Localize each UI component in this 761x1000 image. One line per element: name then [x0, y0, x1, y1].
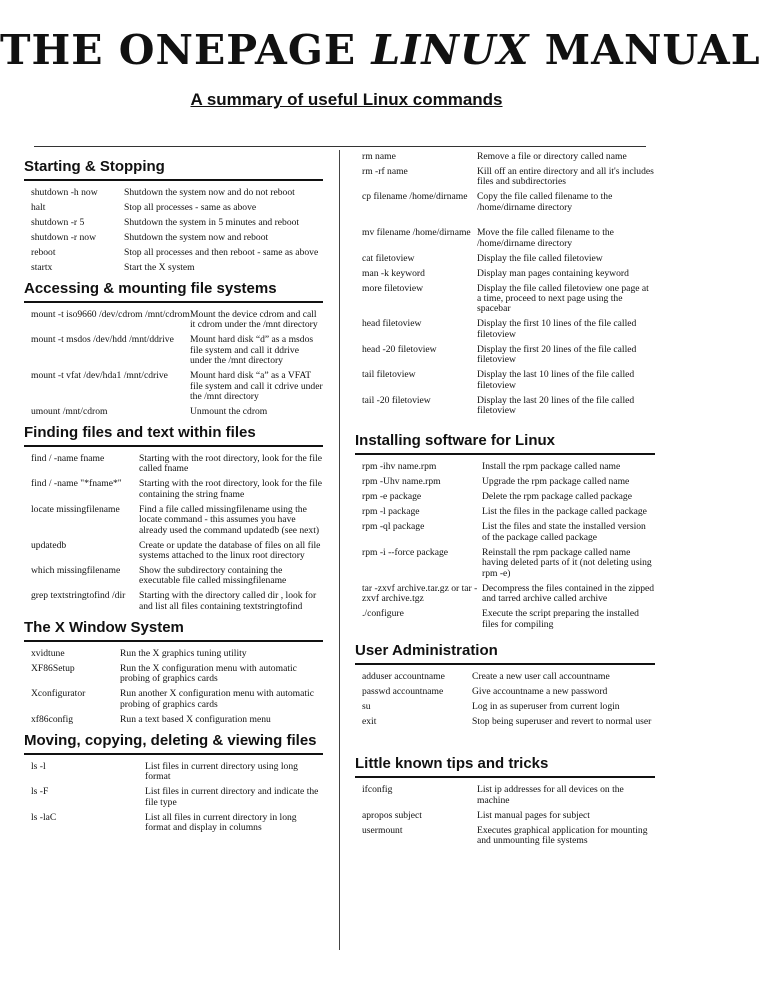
command-row — [24, 664, 323, 685]
command-row — [24, 762, 323, 783]
right-column — [355, 151, 655, 851]
command-description: Stop all processes - same as above — [124, 202, 257, 213]
title-pre: THE ONEPAGE — [0, 26, 357, 74]
command-text: exit — [362, 715, 377, 727]
command-row — [355, 492, 655, 502]
command-row — [355, 477, 655, 487]
command-description: List ip addresses for all devices on the machine — [477, 784, 624, 806]
command-description: Shutdown the system in 5 minutes and reboot — [124, 217, 300, 228]
command-description: Install the rpm package called name — [482, 461, 621, 473]
command-text: su — [362, 700, 371, 712]
command-row — [24, 566, 323, 587]
command-description: Shutdown the system now and do not reboot — [124, 187, 295, 198]
command-row — [355, 826, 655, 847]
command-text: rm -rf name — [362, 166, 408, 177]
command-row — [355, 152, 655, 162]
command-description: Starting with the root directory, look for the file containing the string fname — [139, 478, 322, 500]
section-title: Installing software for Linux — [355, 430, 655, 455]
command-description: List files in current directory and indicate the file type — [145, 786, 319, 808]
command-row — [24, 715, 323, 725]
command-row — [355, 702, 655, 712]
command-text: XF86Setup — [31, 662, 75, 674]
command-text: rpm -l package — [362, 506, 420, 518]
command-row — [24, 649, 323, 659]
command-row — [355, 269, 655, 279]
section — [24, 617, 323, 725]
command-row — [355, 522, 655, 543]
command-row — [24, 505, 323, 536]
command-row — [24, 335, 323, 366]
section — [24, 278, 323, 417]
command-text: adduser accountname — [362, 670, 445, 682]
section — [24, 156, 323, 273]
command-description: Create or update the database of files on all file systems attached to the linux root directory — [139, 539, 321, 562]
command-row — [355, 345, 655, 366]
command-text: ls -F — [31, 786, 49, 798]
command-row — [24, 454, 323, 475]
command-row — [355, 396, 655, 417]
command-text: rpm -Uhv name.rpm — [362, 476, 441, 488]
command-description: Delete the rpm package called package — [482, 491, 632, 503]
command-text: halt — [31, 202, 46, 213]
command-row — [355, 284, 655, 315]
command-text: ls -l — [31, 760, 46, 772]
command-description: Starting with the directory called dir , look for and list all files containing textstringtofind — [139, 590, 317, 612]
command-text: ls -laC — [31, 811, 57, 823]
section — [24, 422, 323, 612]
command-text: find / -name "*fname*" — [31, 478, 122, 490]
command-row — [355, 254, 655, 264]
command-text: find / -name fname — [31, 453, 105, 465]
command-row — [24, 371, 323, 402]
command-text: locate missingfilename — [31, 503, 120, 515]
command-description: Display the file called filetoview — [477, 252, 603, 264]
command-text: reboot — [31, 247, 56, 258]
command-description: Stop being superuser and revert to normal user — [472, 715, 652, 727]
column-divider — [339, 150, 340, 950]
command-description: Mount hard disk “a” as a VFAT file system and call it cdrive under the /mnt directory — [190, 370, 323, 403]
page-title — [0, 26, 761, 74]
command-description: Executes graphical application for mounting and unmounting file systems — [477, 824, 648, 847]
command-text: tail filetoview — [362, 369, 416, 381]
command-text: ifconfig — [362, 784, 393, 796]
title-accent: LINUX — [371, 26, 530, 74]
command-row — [24, 407, 323, 417]
command-row — [24, 541, 323, 562]
command-description: Mount hard disk “d” as a msdos file system and call it ddrive under the /mnt directory — [190, 334, 314, 367]
section — [24, 730, 323, 834]
command-description: Reinstall the rpm package called name having deleted parts of it (not deleting using rpm -e) — [482, 546, 652, 579]
section — [355, 753, 655, 846]
command-description: Display man pages containing keyword — [477, 267, 629, 279]
left-column — [24, 156, 323, 838]
command-text: head -20 filetoview — [362, 343, 437, 355]
command-text: umount /mnt/cdrom — [31, 406, 108, 418]
command-row — [355, 811, 655, 821]
command-description: Upgrade the rpm package called name — [482, 476, 630, 488]
command-row — [355, 167, 655, 188]
command-text: ./configure — [362, 608, 404, 620]
command-row — [355, 717, 655, 727]
section-title: Starting & Stopping — [24, 156, 323, 181]
section-title: Accessing & mounting file systems — [24, 278, 323, 303]
command-row — [355, 548, 655, 579]
command-row — [24, 591, 323, 612]
command-row — [355, 462, 655, 472]
command-description: List all files in current directory in long format and display in columns — [145, 811, 297, 833]
section — [355, 640, 655, 727]
command-row — [355, 370, 655, 391]
command-description: Execute the script preparing the installed files for compiling — [482, 608, 639, 630]
command-row — [24, 479, 323, 500]
section-title: The X Window System — [24, 617, 323, 642]
command-description: Log in as superuser from current login — [472, 700, 620, 712]
command-row — [355, 785, 655, 806]
command-row — [355, 609, 655, 630]
command-row — [24, 263, 323, 273]
command-description: Run a text based X configuration menu — [120, 713, 271, 725]
top-divider — [34, 146, 646, 147]
command-row — [24, 233, 323, 243]
command-description: List the files and state the installed version of the package called package — [482, 521, 646, 543]
command-text: rpm -ql package — [362, 521, 425, 533]
command-text: xf86config — [31, 713, 74, 725]
command-row — [24, 188, 323, 198]
command-text: cp filename /home/dirname — [362, 191, 468, 203]
command-text: shutdown -h now — [31, 187, 98, 198]
command-description: List manual pages for subject — [477, 809, 590, 821]
command-description: Starting with the root directory, look for the file called fname — [139, 453, 322, 475]
section-title: Little known tips and tricks — [355, 753, 655, 778]
command-row — [24, 203, 323, 213]
command-description: Run the X graphics tuning utility — [120, 647, 247, 659]
command-row — [24, 813, 323, 834]
command-text: tail -20 filetoview — [362, 394, 431, 406]
command-description: Shutdown the system now and reboot — [124, 232, 269, 243]
section-title: Finding files and text within files — [24, 422, 323, 447]
title-post: MANUAL — [544, 26, 761, 74]
command-text: passwd accountname — [362, 685, 444, 697]
command-text: rpm -i --force package — [362, 546, 449, 558]
command-row — [24, 787, 323, 808]
command-description: Decompress the files contained in the zipped and tarred archive called archive — [482, 582, 655, 605]
command-description: Start the X system — [124, 262, 195, 273]
command-row — [24, 218, 323, 228]
command-description: Display the first 10 lines of the file called filetoview — [477, 318, 637, 340]
command-text: mount -t iso9660 /dev/cdrom /mnt/cdrom — [31, 309, 190, 320]
command-description: Move the file called filename to the /home/dirname directory — [477, 227, 614, 249]
command-text: man -k keyword — [362, 267, 425, 279]
command-text: rpm -ihv name.rpm — [362, 461, 437, 473]
command-text: rpm -e package — [362, 491, 422, 503]
section — [355, 430, 655, 629]
command-text: shutdown -r 5 — [31, 217, 85, 228]
command-description: Run the X configuration menu with automatic probing of graphics cards — [120, 662, 297, 685]
command-row — [24, 310, 323, 331]
command-text: apropos subject — [362, 809, 422, 821]
section-title: User Administration — [355, 640, 655, 665]
command-row — [355, 319, 655, 340]
command-description: Remove a file or directory called name — [477, 151, 627, 162]
command-description: Show the subdirectory containing the executable file called missingfilename — [139, 565, 287, 587]
command-text: usermount — [362, 824, 403, 836]
command-text: updatedb — [31, 539, 67, 551]
command-description: Unmount the cdrom — [190, 406, 268, 418]
command-description: List the files in the package called package — [482, 506, 647, 518]
command-text: which missingfilename — [31, 565, 121, 577]
command-text: Xconfigurator — [31, 688, 86, 700]
command-description: Kill off an entire directory and all it's includes files and subdirectories — [477, 166, 654, 188]
command-description: Display the file called filetoview one page at a time, proceed to next page using the spacebar — [477, 282, 649, 315]
command-text: shutdown -r now — [31, 232, 97, 243]
command-text: tar -zxvf archive.tar.gz or tar -zxvf archive.tgz — [362, 582, 478, 605]
command-description: Mount the device cdrom and call it cdrom under the /mnt directory — [190, 309, 318, 331]
command-text: mv filename /home/dirname — [362, 227, 471, 239]
command-description: Find a file called missingfilename using the locate command - this assumes you have already used the command updatedb (see next) — [139, 503, 320, 536]
command-description: Display the last 20 lines of the file called filetoview — [477, 394, 635, 417]
command-text: rm name — [362, 151, 396, 162]
command-description: Run another X configuration menu with automatic probing of graphics cards — [120, 688, 314, 710]
section-title: Moving, copying, deleting & viewing files — [24, 730, 323, 755]
command-text: startx — [31, 262, 53, 273]
command-row — [355, 192, 655, 213]
command-description: Display the last 10 lines of the file called filetoview — [477, 369, 635, 391]
command-text: head filetoview — [362, 318, 422, 330]
page-subtitle: A summary of useful Linux commands — [190, 90, 503, 109]
file-commands-continued — [355, 152, 655, 416]
command-description: Copy the file called filename to the /home/dirname directory — [477, 191, 613, 213]
command-row — [355, 584, 655, 605]
command-description: Give accountname a new password — [472, 685, 608, 697]
command-description: Display the first 20 lines of the file called filetoview — [477, 343, 637, 366]
command-row — [355, 687, 655, 697]
command-text: mount -t msdos /dev/hdd /mnt/ddrive — [31, 334, 174, 346]
command-row — [355, 507, 655, 517]
command-row — [355, 672, 655, 682]
command-description: Stop all processes and then reboot - same as above — [124, 247, 319, 258]
command-description: List files in current directory using long format — [145, 760, 298, 783]
command-row — [355, 228, 655, 249]
command-text: cat filetoview — [362, 252, 415, 264]
command-text: grep textstringtofind /dir — [31, 590, 126, 602]
command-text: mount -t vfat /dev/hda1 /mnt/cdrive — [31, 370, 168, 382]
command-row — [24, 248, 323, 258]
command-text: more filetoview — [362, 282, 424, 294]
command-text: xvidtune — [31, 647, 65, 659]
command-row — [24, 689, 323, 710]
command-description: Create a new user call accountname — [472, 670, 610, 682]
